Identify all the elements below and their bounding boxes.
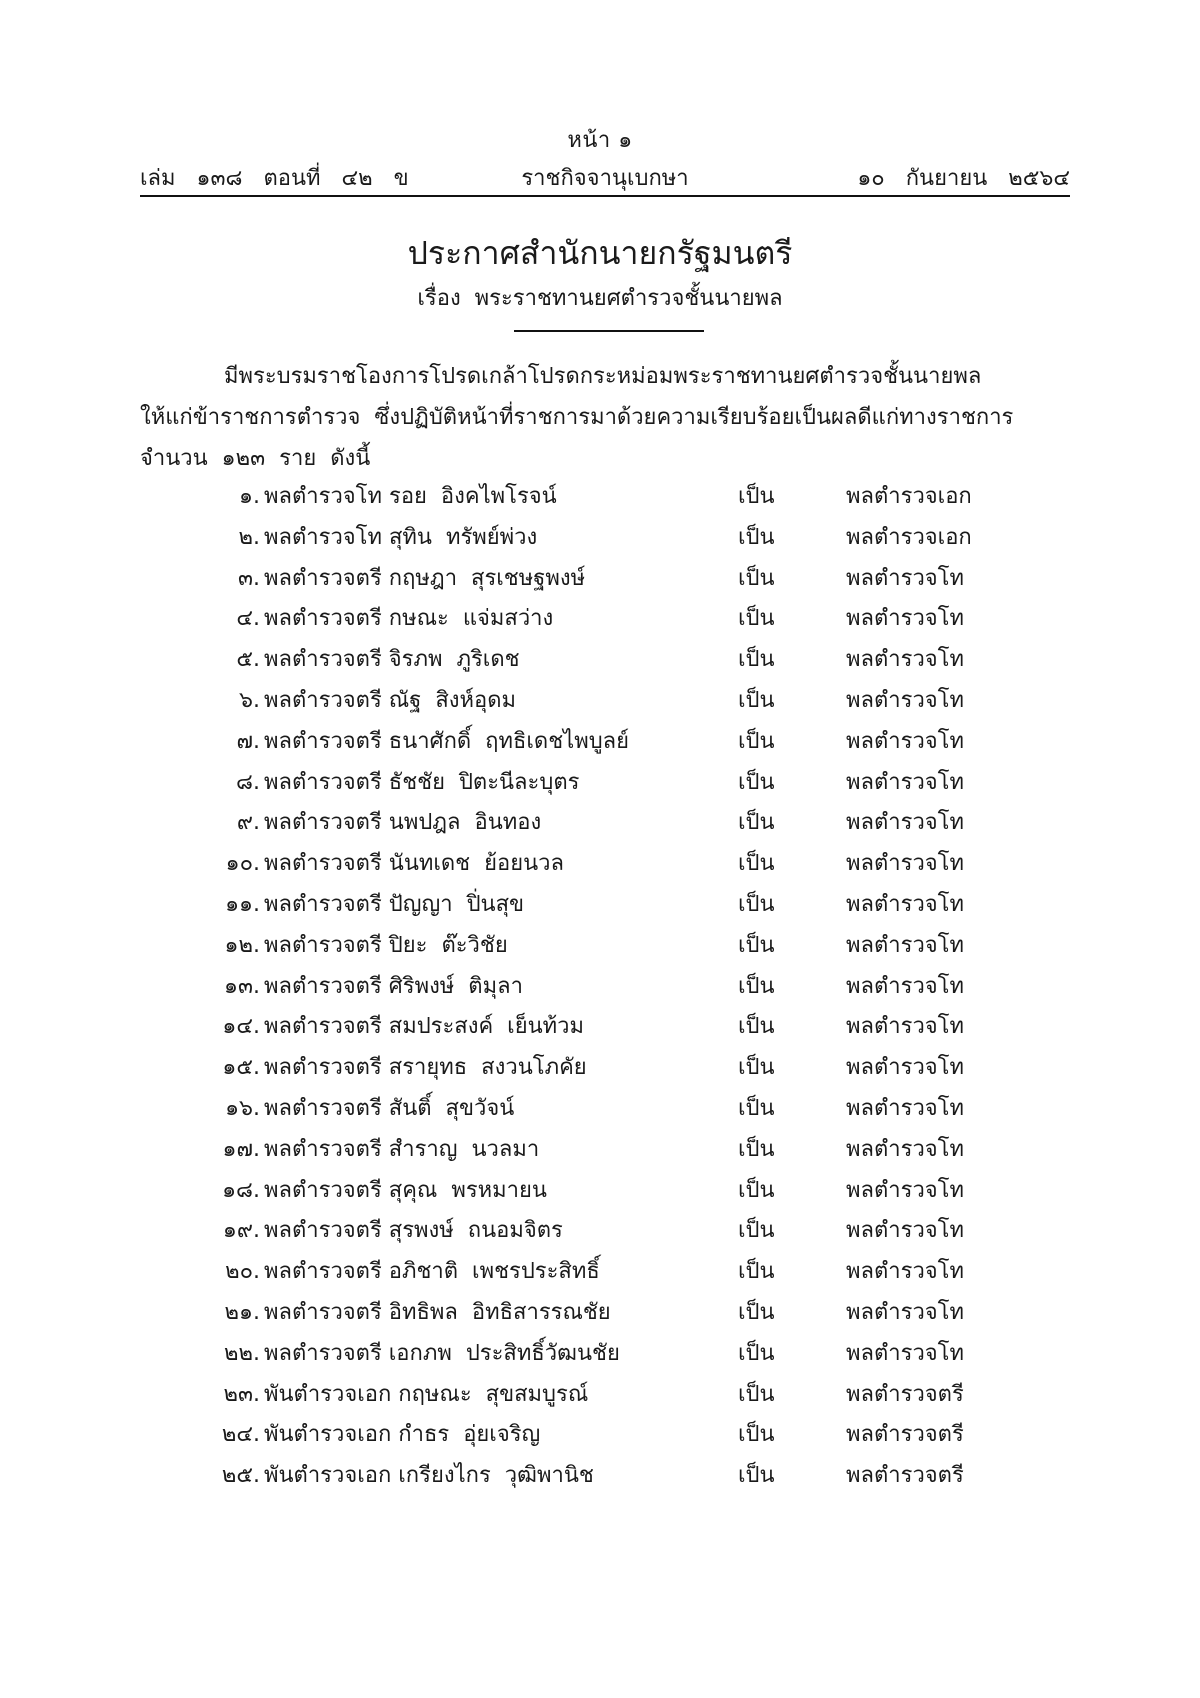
item-number: ๑๙. [222,1218,260,1244]
item-number: ๒๕. [221,1463,260,1489]
connector: เป็น [738,932,775,958]
item-number: ๖. [239,687,260,713]
item-number: ๑๕. [222,1055,260,1081]
officer-name: พลตำรวจตรี สุรพงษ์ ถนอมจิตร [264,1218,563,1244]
new-rank: พลตำรวจโท [846,1259,965,1285]
connector: เป็น [738,1095,775,1121]
officer-name: พลตำรวจตรี เอกภพ ประสิทธิ์วัฒนชัย [264,1340,620,1366]
list-item [0,1049,1200,1090]
officer-name: พลตำรวจตรี อิทธิพล อิทธิสารรณชัย [264,1299,611,1325]
item-number: ๘. [236,769,260,795]
connector: เป็น [738,851,775,877]
new-rank: พลตำรวจตรี [846,1381,964,1407]
new-rank: พลตำรวจโท [846,647,965,673]
officer-name: พลตำรวจตรี จิรภพ ภูริเดช [264,647,520,673]
officer-name: พลตำรวจตรี นันทเดช ย้อยนวล [264,851,564,877]
list-item [0,1253,1200,1294]
item-number: ๕. [236,647,260,673]
body-paragraph-line-2: ให้แก่ข้าราชการตำรวจ ซึ่งปฏิบัติหน้าที่ราชการมาด้วยความเรียบร้อยเป็นผลดีแก่ทางราชการ [140,405,1014,430]
new-rank: พลตำรวจโท [846,1340,965,1366]
connector: เป็น [738,1422,775,1448]
new-rank: พลตำรวจโท [846,1055,965,1081]
list-item [0,478,1200,519]
title-divider [514,330,704,332]
item-number: ๑๐. [225,851,260,877]
list-item [0,927,1200,968]
list-item [0,560,1200,601]
list-item [0,1376,1200,1417]
list-item [0,723,1200,764]
officer-name: พลตำรวจตรี สุคุณ พรหมายน [264,1177,547,1203]
officer-name: พลตำรวจโท สุทิน ทรัพย์พ่วง [264,524,538,550]
new-rank: พลตำรวจโท [846,687,965,713]
officer-name: พลตำรวจตรี ธนาศักดิ์ ฤทธิเดชไพบูลย์ [264,728,630,754]
new-rank: พลตำรวจโท [846,932,965,958]
officer-name: พลตำรวจตรี ณัฐ สิงห์อุดม [264,687,516,713]
list-item [0,682,1200,723]
promotion-list [0,478,1200,1498]
item-number: ๑๓. [224,973,260,999]
connector: เป็น [738,891,775,917]
new-rank: พลตำรวจโท [846,1095,965,1121]
item-number: ๓. [237,565,260,591]
list-item [0,1131,1200,1172]
item-number: ๑๗. [222,1136,260,1162]
new-rank: พลตำรวจโท [846,851,965,877]
item-number: ๑๘. [222,1177,260,1203]
body-paragraph-line-1: มีพระบรมราชโองการโปรดเกล้าโปรดกระหม่อมพระราชทานยศตำรวจชั้นนายพล [224,364,982,389]
officer-name: พลตำรวจตรี สันติ์ สุขวัจน์ [264,1095,515,1121]
connector: เป็น [738,647,775,673]
connector: เป็น [738,606,775,632]
officer-name: พลตำรวจตรี ปิยะ ต๊ะวิชัย [264,932,508,958]
item-number: ๑๔. [222,1014,260,1040]
connector: เป็น [738,1299,775,1325]
connector: เป็น [738,565,775,591]
body-paragraph-line-3: จำนวน ๑๒๓ ราย ดังนี้ [140,446,371,471]
header-divider [140,195,1070,197]
officer-name: พลตำรวจตรี กฤษฎา สุรเชษฐพงษ์ [264,565,586,591]
list-item [0,1008,1200,1049]
new-rank: พลตำรวจตรี [846,1463,964,1489]
publication-date: ๑๐ กันยายน ๒๕๖๔ [857,166,1070,191]
new-rank: พลตำรวจตรี [846,1422,964,1448]
connector: เป็น [738,728,775,754]
document-subject: เรื่อง พระราชทานยศตำรวจชั้นนายพล [417,286,783,311]
list-item [0,764,1200,805]
new-rank: พลตำรวจโท [846,769,965,795]
item-number: ๑๖. [225,1095,260,1121]
officer-name: พลตำรวจตรี ปัญญา ปิ่นสุข [264,891,525,917]
new-rank: พลตำรวจโท [846,1136,965,1162]
item-number: ๒๓. [223,1381,260,1407]
officer-name: พลตำรวจโท รอย อิงคไพโรจน์ [264,484,557,509]
new-rank: พลตำรวจโท [846,973,965,999]
item-number: ๗. [236,728,260,754]
connector: เป็น [738,1340,775,1366]
new-rank: พลตำรวจโท [846,565,965,591]
officer-name: พลตำรวจตรี ธัชชัย ปิตะนีละบุตร [264,769,580,795]
gazette-header [140,160,1070,194]
officer-name: พันตำรวจเอก กำธร อุ่ยเจริญ [264,1422,541,1448]
connector: เป็น [738,1136,775,1162]
list-item [0,641,1200,682]
connector: เป็น [738,1177,775,1203]
list-item [0,519,1200,560]
item-number: ๔. [236,606,260,632]
new-rank: พลตำรวจโท [846,1218,965,1244]
connector: เป็น [738,1218,775,1244]
list-item [0,1416,1200,1457]
item-number: ๑๑. [225,891,260,917]
page-number: หน้า ๑ [567,128,633,153]
item-number: ๑. [239,484,260,509]
publication-name: ราชกิจจานุเบกษา [521,166,689,191]
list-item [0,1457,1200,1498]
document-title: ประกาศสำนักนายกรัฐมนตรี [407,234,793,272]
new-rank: พลตำรวจโท [846,1177,965,1203]
new-rank: พลตำรวจโท [846,891,965,917]
item-number: ๒. [238,524,260,550]
item-number: ๒๐. [225,1259,260,1285]
list-item [0,1212,1200,1253]
list-item [0,804,1200,845]
list-item [0,845,1200,886]
list-item [0,1172,1200,1213]
officer-name: พันตำรวจเอก เกรียงไกร วุฒิพานิช [264,1463,594,1489]
item-number: ๒๒. [224,1340,260,1366]
connector: เป็น [738,769,775,795]
new-rank: พลตำรวจเอก [846,524,972,550]
new-rank: พลตำรวจเอก [846,484,972,509]
officer-name: พลตำรวจตรี อภิชาติ เพชรประสิทธิ์ [264,1259,600,1285]
item-number: ๒๑. [224,1299,260,1325]
officer-name: พลตำรวจตรี สรายุทธ สงวนโภคัย [264,1055,587,1081]
list-item [0,1335,1200,1376]
new-rank: พลตำรวจโท [846,606,965,632]
officer-name: พลตำรวจตรี ศิริพงษ์ ติมุลา [264,973,523,999]
item-number: ๙. [236,810,260,836]
new-rank: พลตำรวจโท [846,728,965,754]
list-item [0,1294,1200,1335]
officer-name: พลตำรวจตรี สำราญ นวลมา [264,1136,540,1162]
connector: เป็น [738,810,775,836]
item-number: ๒๔. [221,1422,260,1448]
connector: เป็น [738,1259,775,1285]
connector: เป็น [738,1381,775,1407]
officer-name: พลตำรวจตรี นพปฎล อินทอง [264,810,542,836]
list-item [0,1090,1200,1131]
connector: เป็น [738,1055,775,1081]
connector: เป็น [738,524,775,550]
list-item [0,600,1200,641]
new-rank: พลตำรวจโท [846,1014,965,1040]
connector: เป็น [738,687,775,713]
connector: เป็น [738,484,775,509]
new-rank: พลตำรวจโท [846,1299,965,1325]
connector: เป็น [738,1014,775,1040]
connector: เป็น [738,973,775,999]
list-item [0,968,1200,1009]
item-number: ๑๒. [224,932,260,958]
new-rank: พลตำรวจโท [846,810,965,836]
officer-name: พลตำรวจตรี สมประสงค์ เย็นท้วม [264,1014,584,1040]
list-item [0,886,1200,927]
connector: เป็น [738,1463,775,1489]
officer-name: พลตำรวจตรี กษณะ แจ่มสว่าง [264,606,554,632]
volume-issue: เล่ม ๑๓๘ ตอนที่ ๔๒ ข [140,166,409,191]
officer-name: พันตำรวจเอก กฤษณะ สุขสมบูรณ์ [264,1381,589,1407]
